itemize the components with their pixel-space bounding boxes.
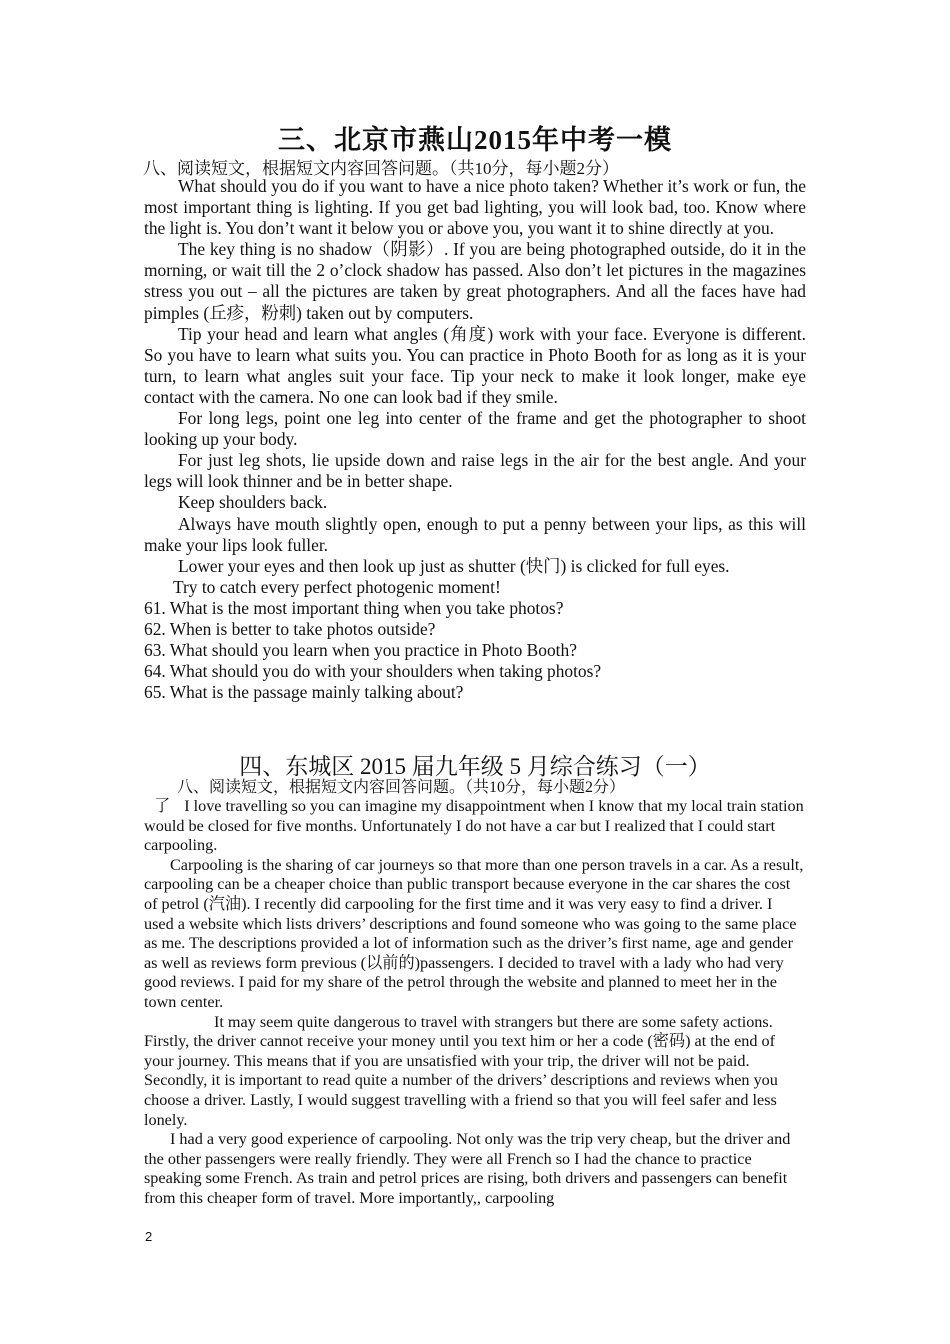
passage-paragraph: Always have mouth slightly open, enough to put a penny between your lips, as this will make your lips look fuller.: [144, 513, 806, 555]
passage-paragraph: For long legs, point one leg into center of the frame and get the photographer to shoot looking up your body.: [144, 408, 806, 450]
passage-paragraph: It may seem quite dangerous to travel with strangers but there are some safety actions. Firstly, the driver cannot receive your money until you text him or her a code (密码) at the end of your journey. This means that if you are unsatisfied with your trip, the driver will not be paid. Secondly, it is important to read quite a number of the drivers’ descriptions and reviews when you choose a driver. Lastly, I would suggest travelling with a friend so that you will feel safer and less lonely.: [144, 1012, 778, 1129]
section-3-title: 三、北京市燕山2015年中考一模: [278, 125, 672, 155]
passage-paragraph: Lower your eyes and then look up just as shutter (快门) is clicked for full eyes.: [178, 555, 730, 576]
lead-character: 了: [154, 797, 171, 815]
passage-paragraph: [144, 797, 806, 856]
passage-paragraph: Carpooling is the sharing of car journeys so that more than one person travels in a car. As a result, carpooling can be a cheaper choice than public transport because everyone in the car shares the cost of petrol (汽油). I recently did carpooling for the first time and it was very easy to find a driver. I used a website which lists drivers’ descriptions and found someone who was going to the same place as me. The descriptions provided a lot of information such as the driver’s first name, age and gender as well as reviews form previous (以前的)passengers. I decided to travel with a lady who had very good reviews. I paid for my share of the petrol through the website and planned to meet her in the town center.: [144, 855, 804, 1011]
section-3-instruction: 八、阅读短文，根据短文内容回答问题。（共10分，每小题2分）: [143, 159, 619, 178]
question-65: 65. What is the passage mainly talking about?: [144, 682, 464, 703]
question-62: 62. When is better to take photos outside?: [144, 618, 436, 639]
passage-paragraph: Tip your head and learn what angles (角度) work with your face. Everyone is different. So you have to learn what suits you. You can practice in Photo Booth for as long as it is your turn, to learn what angles suit your face. Tip your neck to make it look longer, make eye contact with the camera. No one can look bad if they smile.: [144, 323, 806, 407]
passage-paragraph: I had a very good experience of carpooling. Not only was the trip very cheap, but the driver and the other passengers were really friendly. They were all French so I had the chance to practice speaking some French. As train and petrol prices are rising, both drivers and passengers can benefit from this cheaper form of travel. More importantly,, carpooling: [144, 1130, 791, 1207]
passage-paragraph: What should you do if you want to have a nice photo taken? Whether it’s work or fun, the most important thing is lighting. If you get bad lighting, you will look bad, too. Know where the light is. You don’t want it below you or above you, you want it to shine directly at you.: [144, 176, 806, 239]
passage-paragraph: Try to catch every perfect photogenic moment!: [173, 576, 501, 597]
passage-paragraph: For just leg shots, lie upside down and raise legs in the air for the best angle. And your legs will look thinner and be in better shape.: [144, 450, 806, 492]
passage-paragraph: Keep shoulders back.: [178, 492, 328, 513]
paragraph-text: I love travelling so you can imagine my disappointment when I know that my local train station would be closed for five months. Unfortunately I do not have a car but I realized that I could start carpooling.: [144, 797, 804, 855]
question-63: 63. What should you learn when you practice in Photo Booth?: [144, 640, 577, 661]
section-3-passage: [144, 176, 806, 703]
question-64: 64. What should you do with your shoulders when taking photos?: [144, 661, 602, 682]
passage-paragraph: The key thing is no shadow（阴影）. If you are being photographed outside, do it in the morning, or wait till the 2 o’clock shadow has passed. Also don’t let pictures in the magazines stress you out – all the pictures are taken by great photographers. And all the faces have had pimples (丘疹，粉刺) taken out by computers.: [144, 239, 806, 323]
page-number: 2: [145, 1229, 153, 1244]
section-4-passage: [144, 797, 806, 1208]
question-61: 61. What is the most important thing when you take photos?: [144, 597, 564, 618]
section-4-instruction: 八、阅读短文，根据短文内容回答问题。（共10分，每小题2分）: [177, 779, 626, 796]
section-4-title: 四、东城区 2015 届九年级 5 月综合练习（一）: [239, 754, 711, 779]
